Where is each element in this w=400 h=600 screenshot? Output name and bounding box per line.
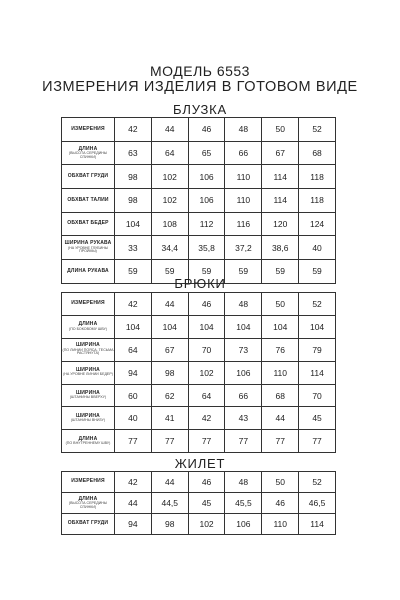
measurement-cell: 45,5 xyxy=(225,493,262,514)
measurement-cell: 106 xyxy=(225,361,262,384)
measurement-cell: 65 xyxy=(188,141,225,165)
measurement-cell: 106 xyxy=(188,165,225,189)
measurement-cell: 44 xyxy=(115,493,152,514)
size-header-cell: 46 xyxy=(188,293,225,316)
row-label-note: (ПО ВНУТРЕННЕМУ ШВУ) xyxy=(65,441,111,446)
size-header-cell: 42 xyxy=(115,472,152,493)
measurement-cell: 66 xyxy=(225,384,262,407)
row-label-note: (ПО БОКОВОМУ ШВУ) xyxy=(69,326,107,331)
row-label xyxy=(62,236,115,260)
measurement-cell: 59 xyxy=(225,260,262,284)
measurement-cell: 59 xyxy=(151,260,188,284)
size-header-cell: 48 xyxy=(225,293,262,316)
row-label xyxy=(62,189,115,213)
row-label-main: ОБХВАТ ГРУДИ xyxy=(67,520,109,527)
table-row xyxy=(62,493,336,514)
row-label-main: ДЛИНА РУКАВА xyxy=(67,267,109,274)
measurement-cell: 35,8 xyxy=(188,236,225,260)
row-label-main: ДЛИНА xyxy=(78,321,98,328)
row-label-main: ОБХВАТ ТАЛИИ xyxy=(67,196,109,203)
size-header-cell: 50 xyxy=(262,118,299,142)
measurement-cell: 114 xyxy=(299,361,336,384)
measurement-cell: 67 xyxy=(151,338,188,361)
measurement-cell: 59 xyxy=(299,260,336,284)
measurement-cell: 77 xyxy=(115,430,152,453)
measurement-cell: 120 xyxy=(262,212,299,236)
measurement-cell: 102 xyxy=(151,165,188,189)
measurement-cell: 110 xyxy=(225,165,262,189)
row-label xyxy=(62,430,115,453)
measurement-cell: 64 xyxy=(188,384,225,407)
row-label-note: (НА УРОВНЕ ЛИНИИ БЕДЕР) xyxy=(63,372,113,377)
table-row xyxy=(62,407,336,430)
measurement-cell: 59 xyxy=(115,260,152,284)
measurement-cell: 104 xyxy=(225,315,262,338)
table-row xyxy=(62,430,336,453)
row-label xyxy=(62,212,115,236)
row-label-main: ИЗМЕРЕНИЯ xyxy=(71,478,105,485)
row-label xyxy=(62,514,115,535)
size-header-cell: 44 xyxy=(151,118,188,142)
row-label-note: (НА УРОВНЕ ГЛУБИНЫ ПРОЙМЫ) xyxy=(67,245,109,254)
size-header-cell: 52 xyxy=(299,118,336,142)
row-label-main: ИЗМЕРЕНИЯ xyxy=(71,125,105,132)
measurement-cell: 43 xyxy=(225,407,262,430)
size-header-cell: 46 xyxy=(188,118,225,142)
measurement-cell: 64 xyxy=(115,338,152,361)
row-label-main: ДЛИНА xyxy=(78,435,98,442)
row-label-main: ОБХВАТ ГРУДИ xyxy=(67,173,109,180)
table-row xyxy=(62,338,336,361)
measurement-cell: 68 xyxy=(299,141,336,165)
measurement-cell: 106 xyxy=(225,514,262,535)
measurement-cell: 124 xyxy=(299,212,336,236)
row-label xyxy=(62,361,115,384)
measurement-cell: 70 xyxy=(299,384,336,407)
table-row xyxy=(62,236,336,260)
measurement-cell: 118 xyxy=(299,189,336,213)
size-header-cell: 44 xyxy=(151,293,188,316)
row-label-main: ДЛИНА xyxy=(78,145,98,152)
row-label xyxy=(62,384,115,407)
row-label-main: ШИРИНА xyxy=(76,412,100,419)
row-label xyxy=(62,338,115,361)
measurement-cell: 77 xyxy=(225,430,262,453)
measurement-cell: 104 xyxy=(115,315,152,338)
measurement-cell: 68 xyxy=(262,384,299,407)
measurement-cell: 102 xyxy=(188,361,225,384)
measurement-cell: 116 xyxy=(225,212,262,236)
measurement-cell: 110 xyxy=(262,361,299,384)
measurement-cell: 76 xyxy=(262,338,299,361)
measurement-cell: 34,4 xyxy=(151,236,188,260)
measurement-cell: 79 xyxy=(299,338,336,361)
measurement-cell: 42 xyxy=(188,407,225,430)
measurement-cell: 73 xyxy=(225,338,262,361)
measurement-cell: 104 xyxy=(115,212,152,236)
measurement-cell: 62 xyxy=(151,384,188,407)
measurement-cell: 102 xyxy=(151,189,188,213)
measurement-cell: 104 xyxy=(299,315,336,338)
measurement-cell: 94 xyxy=(115,514,152,535)
measurement-cell: 59 xyxy=(262,260,299,284)
measurement-cell: 33 xyxy=(115,236,152,260)
model-title: МОДЕЛЬ 6553 xyxy=(150,63,250,79)
table-row xyxy=(62,361,336,384)
table-row xyxy=(62,384,336,407)
measurement-cell: 77 xyxy=(151,430,188,453)
measurement-cell: 108 xyxy=(151,212,188,236)
measurement-cell: 59 xyxy=(188,260,225,284)
row-label xyxy=(62,165,115,189)
row-label-main: ШИРИНА xyxy=(76,390,100,396)
measurement-cell: 66 xyxy=(225,141,262,165)
row-label-note: (ВЫСОТА СЕРЕДИНЫ СПИНКИ) xyxy=(68,500,108,509)
measurement-cell: 44 xyxy=(262,407,299,430)
blouse-size-table xyxy=(61,117,336,284)
measurement-cell: 38,6 xyxy=(262,236,299,260)
size-header-row xyxy=(62,293,336,316)
measurement-cell: 77 xyxy=(262,430,299,453)
row-label-main: ШИРИНА РУКАВА xyxy=(64,240,112,247)
row-label-note: (ШТАНИНЫ ВВЕРХУ) xyxy=(69,395,107,400)
size-header-cell: 50 xyxy=(262,293,299,316)
measurement-cell: 114 xyxy=(262,189,299,213)
measurement-cell: 112 xyxy=(188,212,225,236)
size-header-cell: 44 xyxy=(151,472,188,493)
size-header-cell: 52 xyxy=(299,293,336,316)
row-label xyxy=(62,118,115,142)
row-label-main: ДЛИНА xyxy=(78,495,98,502)
trousers-size-table xyxy=(61,292,336,453)
measurement-cell: 77 xyxy=(299,430,336,453)
table-row xyxy=(62,315,336,338)
trousers-section-title: БРЮКИ xyxy=(174,276,226,291)
measurement-cell: 98 xyxy=(115,189,152,213)
measurement-cell: 98 xyxy=(151,361,188,384)
row-label-note: (ПО ЛИНИИ ПОЯСА, ТЕСЬМА РАСТЯНУТА) xyxy=(62,347,114,356)
measurement-cell: 118 xyxy=(299,165,336,189)
size-header-cell: 50 xyxy=(262,472,299,493)
measurement-cell: 64 xyxy=(151,141,188,165)
measurement-cell: 104 xyxy=(262,315,299,338)
measurement-cell: 106 xyxy=(188,189,225,213)
size-header-row xyxy=(62,118,336,142)
measurement-cell: 104 xyxy=(151,315,188,338)
measurement-cell: 70 xyxy=(188,338,225,361)
row-label xyxy=(62,141,115,165)
size-header-cell: 42 xyxy=(115,118,152,142)
table-row xyxy=(62,212,336,236)
measurement-cell: 114 xyxy=(299,514,336,535)
size-header-cell: 48 xyxy=(225,118,262,142)
measurement-cell: 94 xyxy=(115,361,152,384)
measurement-cell: 102 xyxy=(188,514,225,535)
measurement-cell: 46 xyxy=(262,493,299,514)
row-label-main: ОБХВАТ БЕДЕР xyxy=(67,220,109,227)
measurement-cell: 110 xyxy=(262,514,299,535)
row-label-main: ИЗМЕРЕНИЯ xyxy=(71,300,105,307)
measurement-cell: 37,2 xyxy=(225,236,262,260)
size-header-cell: 46 xyxy=(188,472,225,493)
row-label xyxy=(62,293,115,316)
measurement-cell: 60 xyxy=(115,384,152,407)
blouse-section-title: БЛУЗКА xyxy=(173,102,227,117)
measurement-cell: 45 xyxy=(299,407,336,430)
measurement-cell: 98 xyxy=(151,514,188,535)
size-header-cell: 48 xyxy=(225,472,262,493)
row-label-note: (ШТАНИНЫ ВНИЗУ) xyxy=(70,418,106,423)
measurement-cell: 67 xyxy=(262,141,299,165)
page-heading: ИЗМЕРЕНИЯ ИЗДЕЛИЯ В ГОТОВОМ ВИДЕ xyxy=(42,79,358,95)
row-label xyxy=(62,472,115,493)
measurement-cell: 46,5 xyxy=(299,493,336,514)
measurement-cell: 40 xyxy=(115,407,152,430)
table-row xyxy=(62,514,336,535)
measurement-cell: 77 xyxy=(188,430,225,453)
measurement-cell: 44,5 xyxy=(151,493,188,514)
measurement-cell: 98 xyxy=(115,165,152,189)
measurement-cell: 104 xyxy=(188,315,225,338)
row-label-main: ШИРИНА xyxy=(76,367,100,374)
measurement-cell: 40 xyxy=(299,236,336,260)
measurement-cell: 41 xyxy=(151,407,188,430)
row-label xyxy=(62,407,115,430)
vest-size-table xyxy=(61,471,336,535)
size-header-cell: 42 xyxy=(115,293,152,316)
size-header-row xyxy=(62,472,336,493)
measurement-cell: 110 xyxy=(225,189,262,213)
measurement-cell: 63 xyxy=(115,141,152,165)
row-label-note: (ВЫСОТА СЕРЕДИНЫ СПИНКИ) xyxy=(68,150,108,159)
row-label xyxy=(62,315,115,338)
size-header-cell: 52 xyxy=(299,472,336,493)
table-row xyxy=(62,189,336,213)
vest-section-title: ЖИЛЕТ xyxy=(174,456,226,471)
table-row xyxy=(62,141,336,165)
measurement-cell: 45 xyxy=(188,493,225,514)
table-row xyxy=(62,165,336,189)
row-label xyxy=(62,493,115,514)
row-label-main: ШИРИНА xyxy=(76,342,100,349)
measurement-cell: 114 xyxy=(262,165,299,189)
